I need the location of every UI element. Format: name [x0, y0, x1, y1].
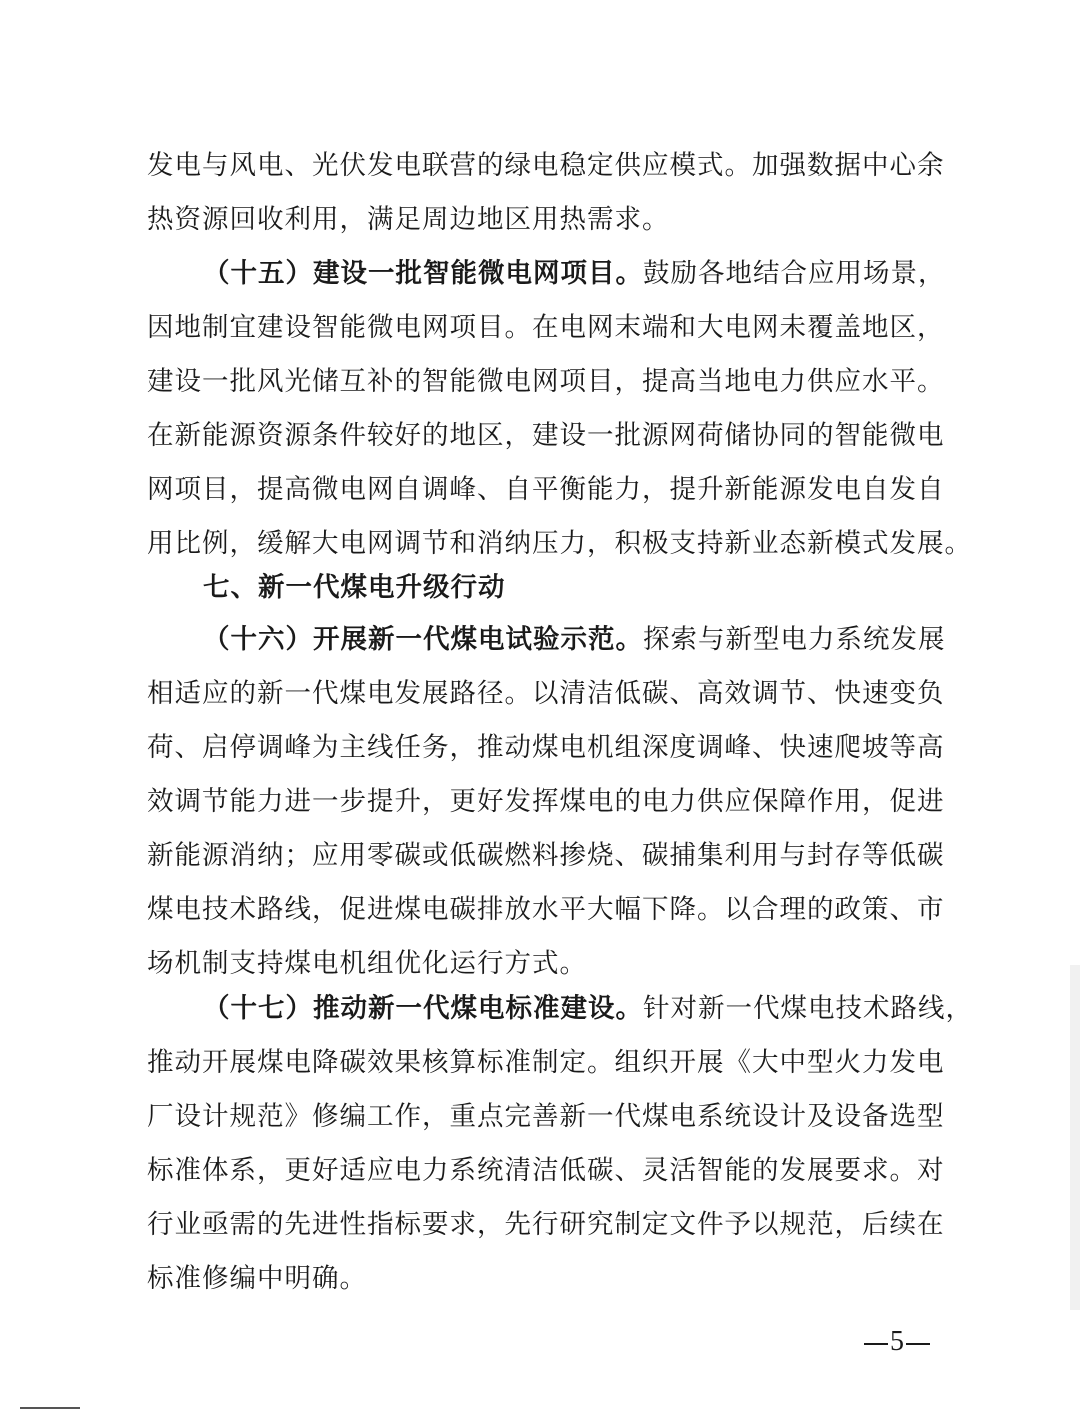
page-number-dash-left: [864, 1343, 888, 1345]
text-line: 场机制支持煤电机组优化运行方式。: [147, 948, 587, 979]
text-span: 探索与新型电力系统发展: [643, 624, 946, 655]
text-line: 推动开展煤电降碳效果核算标准制定。组织开展《大中型火力发电: [147, 1047, 945, 1078]
paragraph-title: （十七）推动新一代煤电标准建设。: [203, 993, 643, 1024]
text-line: 用比例，缓解大电网调节和消纳压力，积极支持新业态新模式发展。: [147, 528, 972, 559]
text-line: 因地制宜建设智能微电网项目。在电网末端和大电网未覆盖地区，: [147, 312, 945, 343]
text-line: 煤电技术路线，促进煤电碳排放水平大幅下降。以合理的政策、市: [147, 894, 945, 925]
paragraph-first-line: [147, 982, 973, 1036]
corner-rule: [20, 1407, 80, 1409]
page-number-dash-right: [906, 1343, 930, 1345]
paragraph-first-line: [147, 247, 946, 301]
paragraph-title: （十六）开展新一代煤电试验示范。: [203, 624, 643, 655]
text-line: 厂设计规范》修编工作，重点完善新一代煤电系统设计及设备选型: [147, 1101, 945, 1132]
text-span: 针对新一代煤电技术路线，: [643, 993, 973, 1024]
text-line: 热资源回收利用，满足周边地区用热需求。: [147, 204, 670, 235]
paragraph-intro: [147, 139, 945, 247]
text-line: 新能源消纳；应用零碳或低碳燃料掺烧、碳捕集利用与封存等低碳: [147, 840, 945, 871]
text-line: 发电与风电、光伏发电联营的绿电稳定供应模式。加强数据中心余: [147, 150, 945, 181]
text-span: 鼓励各地结合应用场景，: [643, 258, 946, 289]
page-number-value: 5: [890, 1326, 904, 1357]
text-line: 行业亟需的先进性指标要求，先行研究制定文件予以规范，后续在: [147, 1209, 945, 1240]
paragraph-17: [147, 982, 973, 1306]
text-line: 效调节能力进一步提升，更好发挥煤电的电力供应保障作用，促进: [147, 786, 945, 817]
text-line: 标准修编中明确。: [147, 1263, 367, 1294]
text-line: 网项目，提高微电网自调峰、自平衡能力，提升新能源发电自发自: [147, 474, 945, 505]
text-line: 建设一批风光储互补的智能微电网项目，提高当地电力供应水平。: [147, 366, 945, 397]
section-heading-block: [147, 561, 935, 615]
scan-edge-shadow: [1070, 965, 1080, 1310]
paragraph-15: [147, 247, 972, 571]
page-number: [862, 1322, 932, 1362]
text-line: 标准体系，更好适应电力系统清洁低碳、灵活智能的发展要求。对: [147, 1155, 945, 1186]
text-line: 在新能源资源条件较好的地区，建设一批源网荷储协同的智能微电: [147, 420, 945, 451]
text-line: 荷、启停调峰为主线任务，推动煤电机组深度调峰、快速爬坡等高: [147, 732, 945, 763]
section-heading: 七、新一代煤电升级行动: [203, 572, 506, 603]
paragraph-title: （十五）建设一批智能微电网项目。: [203, 258, 643, 289]
paragraph-16: [147, 613, 946, 991]
paragraph-first-line: [147, 613, 946, 667]
text-line: 相适应的新一代煤电发展路径。以清洁低碳、高效调节、快速变负: [147, 678, 945, 709]
